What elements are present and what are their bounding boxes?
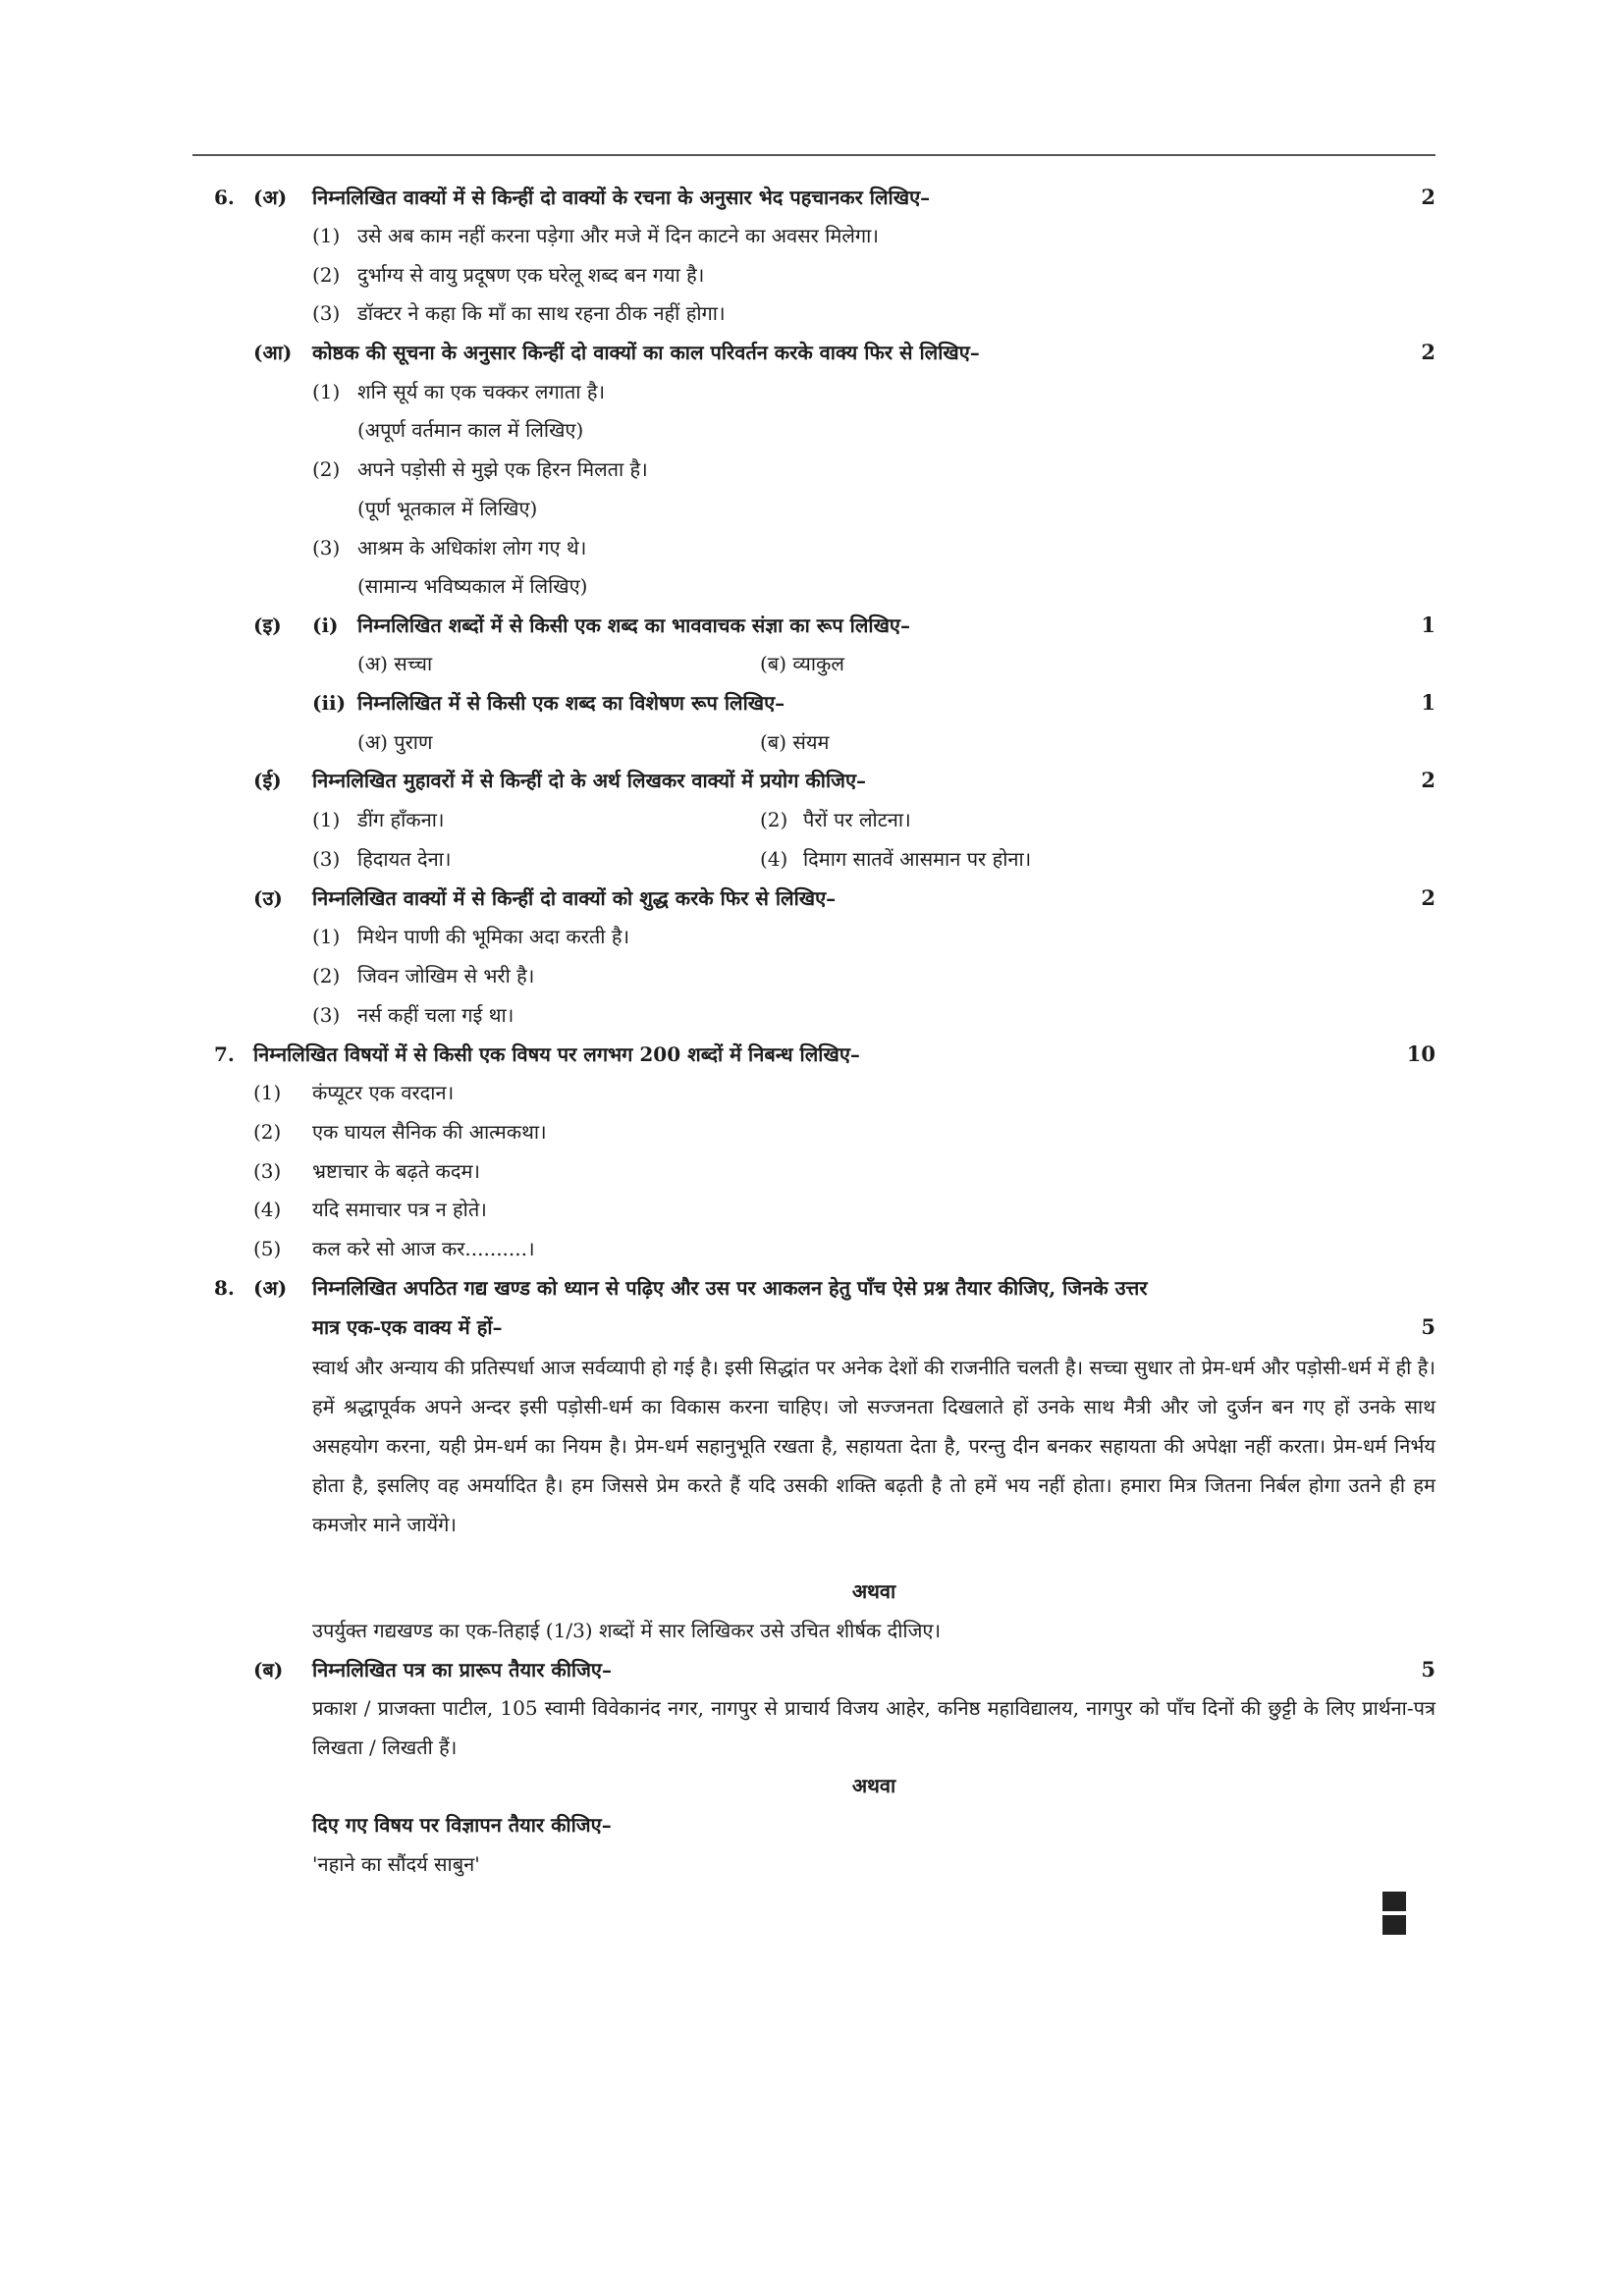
item-text: उसे अब काम नहीं करना पड़ेगा और मजे में दिन काटने का अवसर मिलेगा। — [357, 224, 879, 247]
section-label: (उ) — [253, 886, 283, 910]
item-note: (पूर्ण भूतकाल में लिखिए) — [357, 497, 538, 520]
item-text: डॉक्टर ने कहा कि माँ का साथ रहना ठीक नहीं होगा। — [357, 301, 726, 325]
option-b: (ब) व्याकुल — [760, 652, 844, 675]
item-number: (2) — [312, 964, 341, 988]
item-number: (3) — [253, 1159, 282, 1183]
section-instruction: निम्नलिखित विषयों में से किसी एक विषय पर लगभग 200 शब्दों में निबन्ध लिखिए– — [253, 1042, 860, 1066]
section-label: (अ) — [253, 186, 288, 209]
section-instruction: निम्नलिखित में से किसी एक शब्द का विशेषण रूप लिखिए– — [357, 691, 785, 715]
section-label: (आ) — [253, 341, 293, 364]
marks: 2 — [1421, 185, 1435, 209]
item-number: (1) — [312, 925, 341, 948]
item-number: (1) — [312, 808, 341, 831]
item-number: (2) — [760, 808, 788, 831]
option-a: (अ) पुराण — [357, 730, 433, 754]
section-label: (इ) — [253, 614, 282, 637]
marks: 1 — [1421, 690, 1435, 715]
section-instruction: निम्नलिखित वाक्यों में से किन्हीं दो वाक्यों को शुद्ध करके फिर से लिखिए– — [312, 886, 837, 910]
item-note: (सामान्य भविष्यकाल में लिखिए) — [357, 574, 588, 598]
item-number: (3) — [312, 301, 341, 325]
item-number: (1) — [253, 1081, 282, 1104]
item-text: पैरों पर लोटना। — [803, 808, 911, 831]
item-number: (5) — [253, 1237, 282, 1260]
marks: 1 — [1421, 613, 1435, 637]
item-note: (अपूर्ण वर्तमान काल में लिखिए) — [357, 418, 584, 442]
item-text: मिथेन पाणी की भूमिका अदा करती है। — [357, 925, 630, 948]
alternative-question: उपर्युक्त गद्यखण्ड का एक-तिहाई (1/3) शब्दों में सार लिखिकर उसे उचित शीर्षक दीजिए। — [312, 1619, 942, 1642]
section-label: (ब) — [253, 1658, 284, 1682]
or-separator: अथवा — [851, 1774, 896, 1797]
sub-number: (i) — [312, 614, 339, 637]
section-instruction: निम्नलिखित पत्र का प्रारूप तैयार कीजिए– — [312, 1658, 612, 1682]
question-number: 7. — [214, 1042, 235, 1066]
advertisement-topic: 'नहाने का सौंदर्य साबुन' — [312, 1852, 480, 1876]
letter-prompt: प्रकाश / प्राजक्ता पाटील, 105 स्वामी विवेकानंद नगर, नागपुर से प्राचार्य विजय आहेर, कनिष्ठ महाविद्यालय, नागपुर को पाँच दिनों की छुट्टी के लिए प्रार्थना-पत्र लिखता / लिखती हैं। — [312, 1696, 1435, 1759]
section-instruction: निम्नलिखित अपठित गद्य खण्ड को ध्यान से पढ़िए और उस पर आकलन हेतु पाँच ऐसे प्रश्न तैयार कीजिए, जिनके उत्तर — [312, 1276, 1148, 1300]
item-number: (1) — [312, 224, 341, 247]
unseen-passage: स्वार्थ और अन्याय की प्रतिस्पर्धा आज सर्वव्यापी हो गई है। इसी सिद्धांत पर अनेक देशों की राजनीति चलती है। सच्चा सुधार तो प्रेम-धर्म और पड़ोसी-धर्म में ही है। हमें श्रद्धापूर्वक अपने अन्दर इसी पड़ोसी-धर्म का विकास करना चाहिए। जो सज्जनता दिखलाते हों उनके साथ मैत्री और जो दुर्जन बन गए हों उनके साथ असहयोग करना, यही प्रेम-धर्म का नियम है। प्रेम-धर्म सहानुभूति रखता है, सहायता देता है, परन्तु दीन बनकर सहायता की अपेक्षा नहीं करता। प्रेम-धर्म निर्भय होता है, इसलिए वह अमर्यादित है। हम जिससे प्रेम करते हैं यदि उसकी शक्ति बढ़ती है तो हमें भय नहीं होता। हमारा मित्र जितना निर्बल होगा उतने ही हम कमजोर माने जायेंगे। — [312, 1356, 1435, 1536]
or-separator: अथवा — [851, 1579, 896, 1603]
top-rule — [192, 154, 1435, 156]
question-number: 6. — [214, 186, 235, 209]
question-number: 8. — [214, 1276, 235, 1300]
item-number: (4) — [760, 847, 788, 871]
sub-number: (ii) — [312, 691, 347, 715]
item-text: भ्रष्टाचार के बढ़ते कदम। — [312, 1159, 481, 1183]
marks: 2 — [1421, 885, 1435, 910]
item-text: हिदायत देना। — [357, 847, 452, 871]
marks: 5 — [1421, 1314, 1435, 1339]
section-instruction: निम्नलिखित शब्दों में से किसी एक शब्द का भाववाचक संज्ञा का रूप लिखिए– — [357, 614, 910, 637]
item-number: (2) — [312, 263, 341, 287]
section-instruction: दिए गए विषय पर विज्ञापन तैयार कीजिए– — [312, 1813, 612, 1837]
item-text: जिवन जोखिम से भरी है। — [357, 964, 535, 988]
section-instruction: मात्र एक-एक वाक्य में हों– — [312, 1315, 503, 1339]
item-text: आश्रम के अधिकांश लोग गए थे। — [357, 536, 587, 560]
marks: 2 — [1421, 768, 1435, 792]
item-text: डींग हाँकना। — [357, 808, 445, 831]
item-text: कंप्यूटर एक वरदान। — [312, 1081, 455, 1104]
item-text: यदि समाचार पत्र न होते। — [312, 1198, 487, 1221]
marks: 5 — [1421, 1657, 1435, 1682]
option-a: (अ) सच्चा — [357, 652, 433, 675]
section-instruction: कोष्ठक की सूचना के अनुसार किन्हीं दो वाक्यों का काल परिवर्तन करके वाक्य फिर से लिखिए– — [312, 341, 980, 364]
item-text: कल करे सो आज कर..........। — [312, 1237, 535, 1260]
section-label: (ई) — [253, 769, 282, 792]
item-text: एक घायल सैनिक की आत्मकथा। — [312, 1120, 547, 1144]
marks: 10 — [1406, 1041, 1435, 1066]
item-text: अपने पड़ोसी से मुझे एक हिरन मिलता है। — [357, 457, 648, 481]
marks: 2 — [1421, 340, 1435, 364]
item-number: (1) — [312, 380, 341, 403]
item-text: दुर्भाग्य से वायु प्रदूषण एक घरेलू शब्द बन गया है। — [357, 263, 705, 287]
item-number: (3) — [312, 847, 341, 871]
item-text: दिमाग सातवें आसमान पर होना। — [803, 847, 1032, 871]
section-label: (अ) — [253, 1276, 288, 1300]
item-text: नर्स कहीं चला गई था। — [357, 1003, 514, 1027]
item-number: (3) — [312, 536, 341, 560]
end-of-paper-mark — [1382, 1892, 1435, 1911]
option-b: (ब) संयम — [760, 730, 830, 754]
item-number: (3) — [312, 1003, 341, 1027]
item-number: (4) — [253, 1198, 282, 1221]
section-instruction: निम्नलिखित मुहावरों में से किन्हीं दो के अर्थ लिखकर वाक्यों में प्रयोग कीजिए– — [312, 769, 867, 792]
section-instruction: निम्नलिखित वाक्यों में से किन्हीं दो वाक्यों के रचना के अनुसार भेद पहचानकर लिखिए– — [312, 186, 931, 209]
item-text: शनि सूर्य का एक चक्कर लगाता है। — [357, 380, 606, 403]
item-number: (2) — [253, 1120, 282, 1144]
item-number: (2) — [312, 457, 341, 481]
